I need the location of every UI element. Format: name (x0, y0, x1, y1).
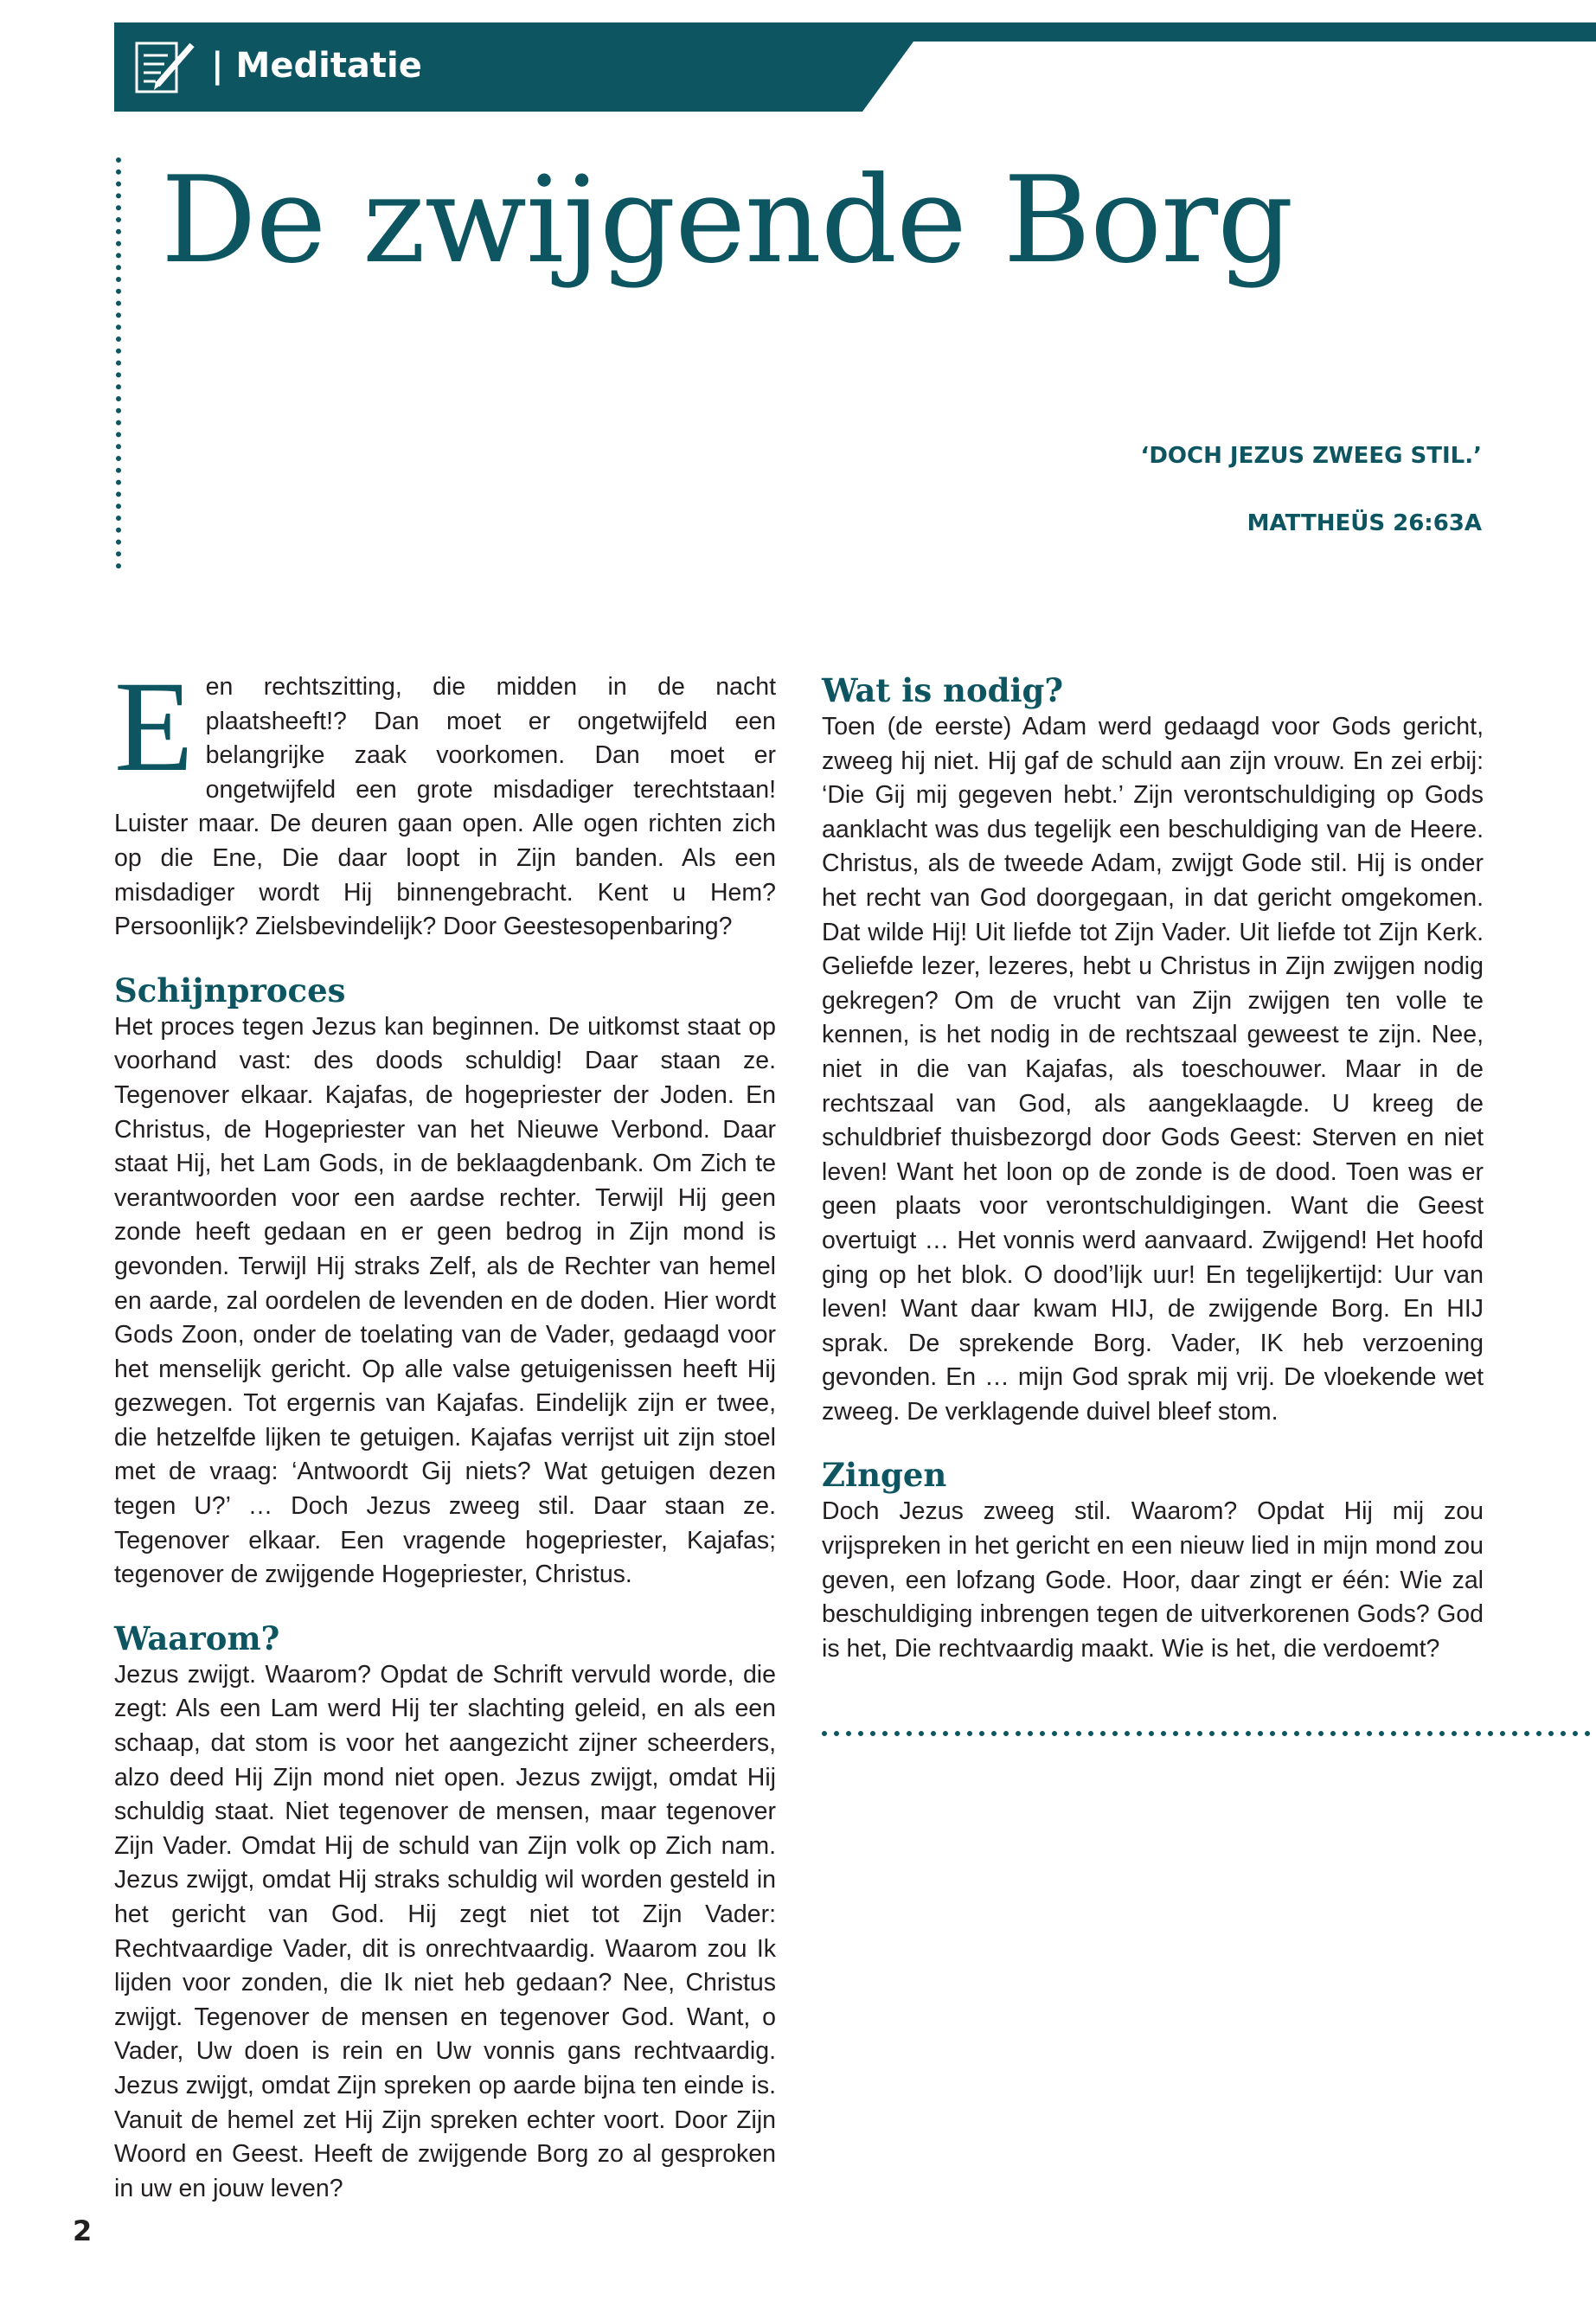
article-title: De zwijgende Borg (161, 151, 1293, 290)
epigraph-quote: ‘DOCH JEZUS ZWEEG STIL.’ (1140, 443, 1482, 469)
section-heading-wat-is-nodig: Wat is nodig? (822, 671, 1064, 709)
section-text-zingen: Doch Jezus zweeg stil. Waarom? Opdat Hij mij zou vrijspreken in het gericht en een nieuw lied in mijn mond zou geven, een lofzang Gode. Hoor, daar zingt er één: Wie zal beschuldiging inbrengen tegen de uitverkorenen Gods? God is het, Die rechtvaardig maakt. Wie is het, die verdoemt? (822, 1497, 1484, 1663)
intro-paragraph (114, 655, 776, 945)
section-header-band (114, 22, 1596, 112)
column-left (114, 655, 776, 2206)
section-heading-zingen: Zingen (822, 1456, 947, 1495)
section-label: | Meditatie (211, 46, 422, 86)
column-right (822, 670, 1484, 1666)
dotted-rule-horizontal (822, 1728, 1596, 1739)
notepad-pen-icon (131, 35, 201, 99)
dotted-rule-vertical (113, 157, 124, 571)
drop-cap: E (114, 655, 194, 798)
section-heading-schijnproces: Schijnproces (114, 971, 346, 1009)
section-text-waarom: Jezus zwijgt. Waarom? Opdat de Schrift vervuld worde, die zegt: Als een Lam werd Hij ter slachting geleid, en als een schaap, dat stom is voor het aangezicht zijner scheerders, alzo deed Hij Zijn mond niet open. Jezus zwijgt, omdat Hij schuldig staat. Niet tegenover de mensen, maar tegenover Zijn Vader. Omdat Hij de schuld van Zijn volk op Zich nam. Jezus zwijgt, omdat Hij straks schuldig wil worden gesteld in het gericht van God. Hij zegt niet tot Zijn Vader: Rechtvaardige Vader, dit is onrechtvaardig. Waarom zou Ik lijden voor zonden, die Ik niet heb gedaan? Nee, Christus zwijgt. Tegenover de mensen en tegenover God. Want, o Vader, Uw doen is rein en Uw vonnis gans rechtvaardig. Jezus zwijgt, omdat Zijn spreken op aarde bijna ten einde is. Vanuit de hemel zet Hij Zijn spreken echter voort. Door Zijn Woord en Geest. Heeft de zwijgende Borg zo al gesproken in uw en jouw leven? (114, 1660, 776, 2202)
page-number: 2 (73, 2214, 93, 2247)
intro-text: en rechtszitting, die midden in de nacht plaatsheeft!? Dan moet er ongetwijfeld een belangrijke zaak voorkomen. Dan moet er ongetwijfeld een grote misdadiger terechtstaan! Luister maar. De deuren gaan open. Alle ogen richten zich op die Ene, Die daar loopt in Zijn banden. Als een misdadiger wordt Hij binnengebracht. Kent u Hem? Persoonlijk? Zielsbevindelijk? Door Geestesopenbaring? (114, 673, 776, 941)
section-text-schijnproces: Het proces tegen Jezus kan beginnen. De uitkomst staat op voorhand vast: des doods schuldig! Daar staan ze. Tegenover elkaar. Kajafas, de hogepriester der Joden. En Christus, de Hogepriester van het Nieuwe Verbond. Daar staat Hij, het Lam Gods, in de beklaagdenbank. Om Zich te verantwoorden voor een aardse rechter. Terwijl Hij geen zonde heeft gedaan en er geen bedrog in Zijn mond is gevonden. Terwijl Hij straks Zelf, als de Rechter van hemel en aarde, zal oordelen de levenden en de doden. Hier wordt Gods Zoon, onder de toelating van de Vader, gedaagd voor het menselijk gericht. Op alle valse getuigenissen heeft Hij gezwegen. Tot ergernis van Kajafas. Eindelijk zijn er twee, die hetzelfde lijken te getuigen. Kajafas verrijst uit zijn stoel met de vraag: ‘Antwoordt Gij niets? Wat getuigen dezen tegen U?’ … Doch Jezus zweeg stil. Daar staan ze. Tegenover elkaar. Een vragende hogepriester, Kajafas; tegenover de zwijgende Hogepriester, Christus. (114, 1012, 776, 1589)
epigraph-reference: MATTHEÜS 26:63A (1247, 510, 1482, 536)
section-text-wat-is-nodig: Toen (de eerste) Adam werd gedaagd voor Gods gericht, zweeg hij niet. Hij gaf de schuld aan zijn vrouw. En zei erbij: ‘Die Gij mij gegeven hebt.’ Zijn verontschuldiging op Gods aanklacht was dus tegelijk een beschuldiging van de Heere. Christus, als de tweede Adam, zwijgt Gode stil. Hij is onder het recht van God doorgegaan, in dat gericht omgekomen. Dat wilde Hij! Uit liefde tot Zijn Vader. Uit liefde tot Zijn Kerk. Geliefde lezer, lezeres, hebt u Christus in Zijn zwijgen nodig gekregen? Om de vrucht van Zijn zwijgen ten volle te kennen, is het nodig in de rechtszaal geweest te zijn. Nee, niet in die van Kajafas, als toeschouwer. Maar in de rechtszaal van God, als aangeklaagde. U kreeg de schuldbrief thuisbezorgd door Gods Geest: Sterven en niet leven! Want het loon op de zonde is de dood. Toen was er geen plaats voor verontschuldigingen. Want die Geest overtuigt … Het vonnis werd aanvaard. Zwijgend! Het hoofd ging op het blok. O dood’lijk uur! En tegelijkertijd: Uur van leven! Want daar kwam HIJ, de zwijgende Borg. En HIJ sprak. De sprekende Borg. Vader, IK heb verzoening gevonden. En … mijn God sprak mij vrij. De vloekende wet zweeg. De verklagende duivel bleef stom. (822, 713, 1484, 1426)
section-heading-waarom: Waarom? (114, 1618, 280, 1657)
